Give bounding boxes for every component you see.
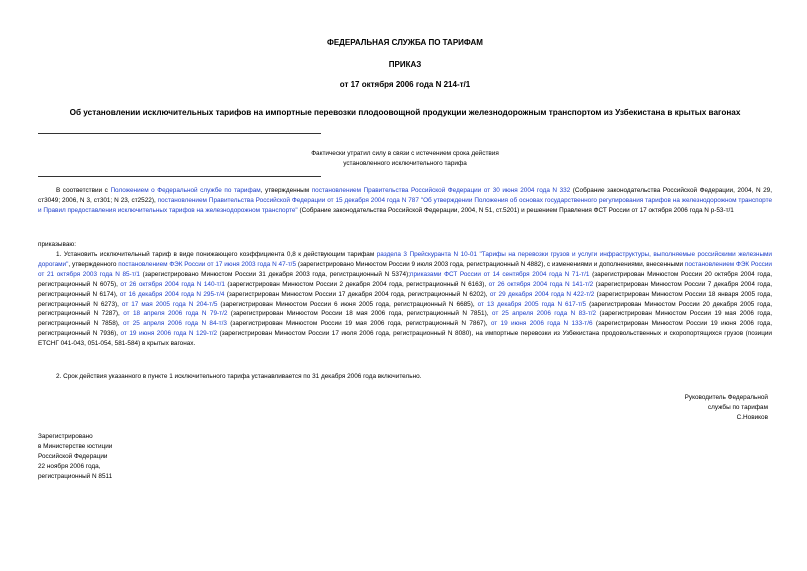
link-fst-295-t4[interactable]: от 16 декабря 2004 года N 295-т/4 [119, 290, 225, 298]
document-type: ПРИКАЗ [388, 60, 422, 69]
document-title: Об установлении исключительных тарифов на импортные перевозки плодоовощной продукции железнодорожным транспортом из Узбекистана в крытых вагонах [69, 108, 741, 117]
link-fst-133-t6[interactable]: от 19 июня 2006 года N 133-т/6 [490, 320, 593, 328]
divider-bottom [38, 176, 321, 177]
registration-line-5: регистрационный N 8511 [38, 473, 113, 480]
link-fst-204-t5[interactable]: от 17 мая 2005 года N 204-т/5 [121, 300, 218, 308]
clause-1-paragraph [38, 250, 772, 349]
registration-block [38, 432, 112, 482]
link-fst-regulation[interactable]: Положением о Федеральной службе по тарифам [110, 187, 261, 194]
signature-line-1: Руководитель Федеральной [684, 394, 768, 401]
text: (зарегистрирован Минюстом России 20 декабря 2005 года, регистрационный N 7287), [38, 300, 772, 318]
link-fst-140-t1[interactable]: от 26 октября 2004 года N 140-т/1 [120, 280, 225, 288]
link-fek-47-t5[interactable]: постановлением ФЭК России от 17 июня 2003 года N 47-т/5 [118, 260, 297, 268]
text: (зарегистрирован Минюстом России 20 октября 2004 года, регистрационный N 6075), [38, 270, 773, 288]
registration-line-1: Зарегистрировано [38, 433, 93, 440]
text: (зарегистрирован Минюстом России 19 июня 2006 года, регистрационный N 7936), [38, 320, 772, 338]
link-fst-84-t3[interactable]: от 25 апреля 2006 года N 84-т/3 [123, 320, 227, 328]
link-fst-71-t1[interactable]: приказами ФСТ России от 14 сентября 2004 года N 71-т/1 [409, 270, 590, 278]
link-fst-617-t5[interactable]: от 13 декабря 2005 года N 617-т/5 [477, 300, 587, 308]
text: , утвержденным [260, 187, 312, 194]
link-government-decree-332[interactable]: постановлением Правительства Российской Федерации от 30 июня 2004 года N 332 [311, 187, 571, 194]
document-date-number: от 17 октября 2006 года N 214-т/1 [339, 80, 471, 89]
text: (зарегистрирован Минюстом России 7 декабря 2004 года, регистрационный N 6174), [38, 280, 773, 298]
divider-top [38, 133, 321, 134]
text: (зарегистрирован Минюстом России 18 января 2005 года, регистрационный N 6273), [38, 290, 773, 308]
text: (зарегистрирован Минюстом России 17 декабря 2004 года, регистрационный N 6202), [224, 290, 490, 298]
signature-line-2: службы по тарифам [707, 404, 768, 411]
link-price-list-section-3[interactable]: раздела 3 Прейскуранта N 10-01 "Тарифы на перевозки грузов и услуги инфраструктуры, выполняемые российскими железными дорогами" [38, 251, 772, 268]
text: 1. Установить исключительный тариф в виде понижающего коэффициента 0,8 к действующим тарифам [56, 251, 377, 258]
status-line-1: Фактически утратил силу в связи с истечением срока действия [311, 150, 499, 157]
link-fst-79-t2[interactable]: от 18 апреля 2006 года N 79-т/2 [123, 310, 228, 318]
link-government-decree-787[interactable]: постановлением Правительства Российской Федерации от 15 декабря 2004 года N 787 "Об утверждении Положения об основах государственного регулирования тарифов на железнодорожном транспорте и Правил предоставления исключительных тарифов на железнодорожном транспорте" [38, 196, 772, 214]
registration-line-2: в Министерстве юстиции [38, 443, 113, 450]
text: (зарегистрирован Минюстом России 18 мая 2006 года, регистрационный N 7851), [227, 310, 492, 318]
text: (Собрание законодательства Российской Федерации, 2004, N 51, ст.5201) и решением Правления ФСТ России от 17 октября 2006 года N р-53-т/1 [297, 206, 734, 214]
clause-2-paragraph: 2. Срок действия указанного в пункте 1 исключительного тарифа устанавливается по 31 декабря 2006 года включительно. [56, 373, 422, 380]
text: (зарегистрирован Минюстом России 17 июля 2006 года, регистрационный N 8080), на импортные перевозки из Узбекистана продовольственных и скоропортящихся грузов (позиции ЕТСНГ 041-043, 051-054, 581-584) в крытых вагонах. [38, 330, 772, 348]
text: (зарегистрирован Минюстом России 19 мая 2006 года, регистрационный N 7867), [226, 320, 491, 328]
agency-name: ФЕДЕРАЛЬНАЯ СЛУЖБА ПО ТАРИФАМ [327, 38, 483, 47]
signature-name: С.Новиков [736, 414, 768, 421]
link-fek-85-t1[interactable]: постановлением ФЭК России от 21 октября 2003 года N 85-т/1 [38, 260, 773, 278]
ordered-label: приказываю: [38, 241, 76, 248]
status-note [38, 149, 772, 169]
text: (зарегистрирован Минюстом России 19 мая 2006 года, регистрационный N 7858), [38, 310, 773, 328]
link-fst-83-t2[interactable]: от 25 апреля 2006 года N 83-т/2 [491, 310, 597, 318]
text: В соответствии с [56, 187, 111, 194]
text: (зарегистрирован Минюстом России 6 июня 2005 года, регистрационный N 6685), [217, 300, 478, 308]
registration-line-3: Российской Федерации [38, 453, 108, 460]
text: , утвержденного [68, 260, 119, 268]
signature-block [685, 393, 768, 423]
link-fst-129-t2[interactable]: от 19 июня 2006 года N 129-т/2 [120, 330, 218, 338]
registration-line-4: 22 ноября 2006 года, [38, 463, 101, 470]
text: (зарегистрировано Минюстом России 9 июля 2003 года, регистрационный N 4882), с изменениями и дополнениями, внесенными [296, 260, 685, 268]
link-fst-422-t2[interactable]: от 29 декабря 2004 года N 422-т/2 [489, 290, 595, 298]
text: (Собрание законодательства Российской Федерации, 2004, N 29, ст3049; 2006, N 3, ст301; N 23, ст2522), [38, 187, 772, 204]
preamble-paragraph [38, 186, 772, 216]
text: (зарегистрирован Минюстом России 2 декабря 2004 года, регистрационный N 6163), [224, 280, 489, 288]
link-fst-141-t2[interactable]: от 26 октября 2004 года N 141-т/2 [488, 280, 594, 288]
status-line-2: установленного исключительного тарифа [343, 160, 467, 167]
text: (зарегистрировано Минюстом России 31 декабря 2003 года, регистрационный N 5374); [139, 270, 410, 278]
